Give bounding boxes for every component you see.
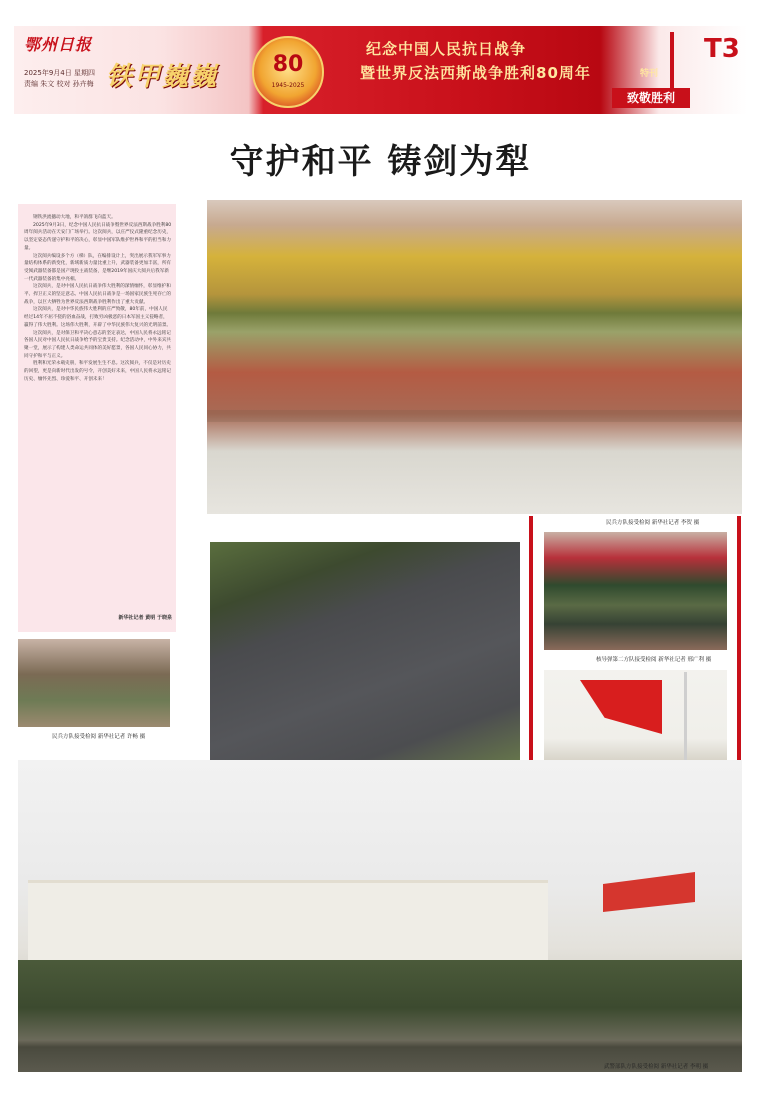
- flag-icon: [603, 872, 695, 912]
- article-paragraph: 2025年9月3日，纪念中国人民抗日战争暨世界反法西斯战争胜利80周年阅兵活动在天安门广场举行。这次阅兵，以庄严仪式隆重纪念历史，以坚定姿态传递守护和平的决心，彰显中国军队维护世界和平的担当和力量。: [24, 222, 172, 251]
- photo-nuclear-missiles: [544, 532, 727, 650]
- photo-caption: 核导弹第二方队接受检阅 新华社记者 邢广利 摄: [596, 657, 712, 663]
- headline-line1: 纪念中国人民抗日战争: [366, 40, 527, 58]
- paper-name: 鄂州日报: [24, 35, 93, 54]
- special-tag: 特刊: [640, 69, 659, 79]
- article-byline: 新华社记者 黄明 于晓泉: [118, 615, 172, 621]
- issue-date: 2025年9月4日 星期四: [24, 69, 95, 77]
- monument-icon: [670, 32, 674, 88]
- article-paragraph: 钢铁洪流撼动大地，和平鸽群飞向蓝天。: [33, 215, 116, 220]
- article: [18, 204, 176, 632]
- column-name: 铁甲巍巍: [106, 62, 219, 92]
- anniversary-number: 80: [272, 52, 304, 77]
- article-paragraph: 胜利和光荣永载史册，和平发展生生不息。这次阅兵，不仅是对历史的回望，更是向新时代出发的号令，开创美好未来，中国人民将永远铭记历史、缅怀先烈、珍爱和平、开创未来！: [24, 361, 172, 382]
- photo-armed-police: [18, 760, 742, 1072]
- masthead: [14, 26, 747, 114]
- editor-line: 责编 朱文 校对 孙卉梅: [24, 80, 94, 88]
- photo-detail: [28, 880, 548, 963]
- headline-line2: 暨世界反法西斯战争胜利80周年: [360, 64, 591, 82]
- accent-bar: [529, 516, 533, 796]
- photo-caption: 武警部队方队接受检阅 新华社记者 李明 摄: [604, 1064, 709, 1070]
- page-title: 守护和平 铸剑为犁: [229, 142, 532, 182]
- page-number: T3: [704, 34, 740, 64]
- anniversary-badge: [252, 36, 324, 108]
- anniversary-years: 1945-2025: [271, 82, 305, 89]
- flag-icon: [580, 680, 662, 734]
- article-paragraph: 这次阅兵，是对中国人民抗日战争伟大胜利的深情缅怀，彰显维护和平、捍卫正义的坚定意志。中国人民抗日战争是一场国家民族生死存亡的战争，以巨大牺牲为世界反法西斯战争胜利作出了重大贡献。: [24, 284, 172, 305]
- article-body: [24, 214, 172, 383]
- photo-militia-review: [207, 200, 742, 514]
- photo-caption: 民兵方队接受检阅 新华社记者 许畅 摄: [52, 734, 146, 740]
- photo-detail: [18, 960, 742, 1040]
- tribute-label: 致敬胜利: [612, 88, 690, 108]
- article-paragraph: 这次阅兵编设多个方（梯）队，在编排设计上，突出展示我军军事力量结构体系的新变化，新域新质力量比重上升，武器装备更加丰富，所有受阅武器装备都是国产现役主战装备，是继2019年国庆大阅兵后我军新一代武器装备的集中亮相。: [24, 253, 172, 282]
- photo-women-militia: [18, 639, 170, 727]
- accent-bar: [737, 516, 741, 796]
- article-paragraph: 这次阅兵，是对中华民族伟大胜利的庄严致敬，80年前，中国人民经过14年不屈不挠的浴血奋战，打败穷凶极恶的日本军国主义侵略者，赢得了伟大胜利。这场伟大胜利，开辟了中华民族伟大复兴的光明前景。: [24, 307, 172, 328]
- photo-detail: [207, 410, 742, 422]
- article-paragraph: 这次阅兵，是对保卫和平决心意志的坚定表达，中国人民将永远铭记各国人民对中国人民抗日战争给予的宝贵支持。纪念活动中，中外来宾共聚一堂，展示了构建人类命运共同体的美好愿景，各国人民同心协力，共同守护和平与正义。: [24, 330, 172, 359]
- photo-caption: 民兵方队接受检阅 新华社记者 李贺 摄: [606, 520, 700, 526]
- photo-armored-vehicles: [210, 542, 520, 772]
